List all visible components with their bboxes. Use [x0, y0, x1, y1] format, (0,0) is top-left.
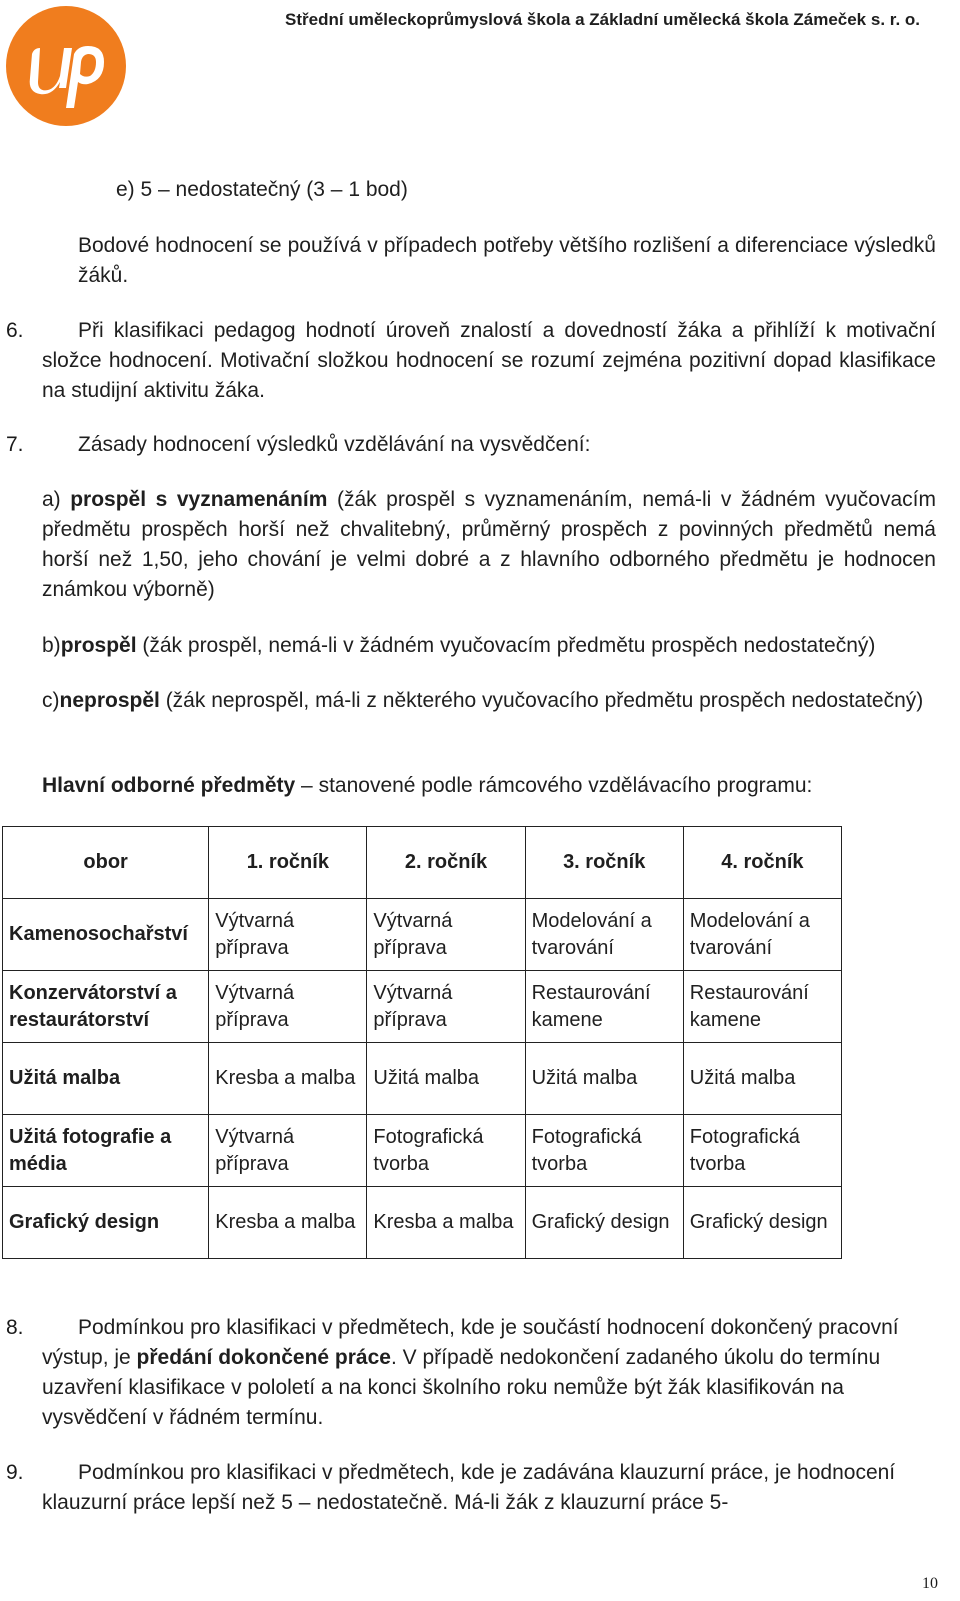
table-cell: Fotografická tvorba — [683, 1115, 841, 1187]
item-9-text: Podmínkou pro klasifikaci v předmětech, kde je zadávána klauzurní práce, je hodnocení klauzurní práce lepší než 5 – nedostatečně. Má-li žák z klauzurní práce 5- — [42, 1461, 896, 1514]
table-header-cell: obor — [3, 827, 209, 899]
rule-b-text: (žák prospěl, nemá-li v žádném vyučovacím předmětu prospěch nedostatečný) — [136, 634, 876, 657]
table-row — [3, 1115, 842, 1187]
main-subjects-heading — [42, 771, 812, 801]
rule-b-prefix: b) — [42, 634, 61, 657]
rule-a-text: (žák prospěl s vyznamenáním, nemá-li v žádném vyučovacím předmětu prospěch horší než chvalitebný, průměrný prospěch z povinných předmětů nemá horší než 1,50, jeho chování je velmi dobré a z hlavního odborného předmětu je hodnocen známkou výborně) — [42, 488, 936, 601]
rule-c-bold: neprospěl — [59, 689, 160, 712]
rule-a-bold: prospěl s vyznamenáním — [70, 488, 328, 511]
rule-a-paragraph — [42, 485, 936, 605]
item-7-number: 7. — [6, 433, 24, 456]
item-7-text: Zásady hodnocení výsledků vzdělávání na vysvědčení: — [78, 433, 591, 456]
item-8-bold: předání dokončené práce — [136, 1346, 391, 1369]
item-8-number: 8. — [6, 1316, 24, 1339]
table-row — [3, 899, 842, 971]
table-cell: Užitá malba — [367, 1043, 525, 1115]
item-8-text — [42, 1313, 936, 1433]
table-row — [3, 971, 842, 1043]
table-header-cell: 4. ročník — [683, 827, 841, 899]
table-cell: Užitá malba — [525, 1043, 683, 1115]
rule-a-prefix: a) — [42, 488, 71, 511]
table-cell: Fotografická tvorba — [367, 1115, 525, 1187]
item-6-text: Při klasifikaci pedagog hodnotí úroveň znalostí a dovedností žáka a přihlíží k motivační složce hodnocení. Motivační složkou hodnocení se rozumí zejména pozitivní dopad klasifikace na studijní aktivitu žáka. — [42, 319, 936, 402]
table-cell: Výtvarná příprava — [209, 971, 367, 1043]
page-number: 10 — [922, 1575, 938, 1592]
table-cell: Výtvarná příprava — [367, 971, 525, 1043]
table-cell: Restaurování kamene — [525, 971, 683, 1043]
school-logo — [4, 4, 128, 128]
points-paragraph: Bodové hodnocení se používá v případech potřeby většího rozlišení a diferenciace výsledků žáků. — [78, 234, 936, 287]
rule-c-prefix: c) — [42, 689, 60, 712]
table-cell: Kresba a malba — [209, 1187, 367, 1259]
table-cell: Modelování a tvarování — [525, 899, 683, 971]
table-header-cell: 1. ročník — [209, 827, 367, 899]
table-cell-field: Konzervátorství a restaurátorství — [3, 971, 209, 1043]
item-9-number: 9. — [6, 1461, 24, 1484]
table-cell: Kresba a malba — [209, 1043, 367, 1115]
table-cell-field: Kamenosochařství — [3, 899, 209, 971]
table-cell-field: Grafický design — [3, 1187, 209, 1259]
item-8-text-a: Podmínkou pro klasifikaci v předmětech, kde je součástí hodnocení dokončený pracovní výstup, je — [42, 1316, 899, 1369]
table-cell: Výtvarná příprava — [209, 1115, 367, 1187]
table-header-row — [3, 827, 842, 899]
item-8-text-b: . V případě nedokončení zadaného úkolu do termínu uzavření klasifikace v pololetí a na konci školního roku nemůže být žák klasifikován na vysvědčení v řádném termínu. — [42, 1346, 881, 1429]
main-subjects-table — [2, 826, 842, 1259]
table-cell: Restaurování kamene — [683, 971, 841, 1043]
table-header-cell: 2. ročník — [367, 827, 525, 899]
table-cell: Užitá malba — [683, 1043, 841, 1115]
school-name-header: Střední uměleckoprůmyslová škola a Základní umělecká škola Zámeček s. r. o. — [285, 10, 920, 29]
table-cell: Výtvarná příprava — [209, 899, 367, 971]
grade-e-line: e) 5 – nedostatečný (3 – 1 bod) — [116, 178, 408, 201]
main-subjects-text: – stanovené podle rámcového vzdělávacího programu: — [295, 774, 813, 797]
main-subjects-bold: Hlavní odborné předměty — [42, 774, 296, 797]
rule-b-bold: prospěl — [60, 634, 137, 657]
rule-c-paragraph — [42, 686, 936, 716]
table-cell-field: Užitá fotografie a média — [3, 1115, 209, 1187]
table-cell: Grafický design — [525, 1187, 683, 1259]
table-cell: Kresba a malba — [367, 1187, 525, 1259]
table-row — [3, 1043, 842, 1115]
item-6-number: 6. — [6, 319, 24, 342]
table-cell: Modelování a tvarování — [683, 899, 841, 971]
table-header-cell: 3. ročník — [525, 827, 683, 899]
table-cell: Grafický design — [683, 1187, 841, 1259]
table-cell-field: Užitá malba — [3, 1043, 209, 1115]
table-row — [3, 1187, 842, 1259]
rule-b-paragraph — [42, 631, 936, 661]
table-cell: Fotografická tvorba — [525, 1115, 683, 1187]
rule-c-text: (žák neprospěl, má-li z některého vyučovacího předmětu prospěch nedostatečný) — [159, 689, 924, 712]
table-cell: Výtvarná příprava — [367, 899, 525, 971]
